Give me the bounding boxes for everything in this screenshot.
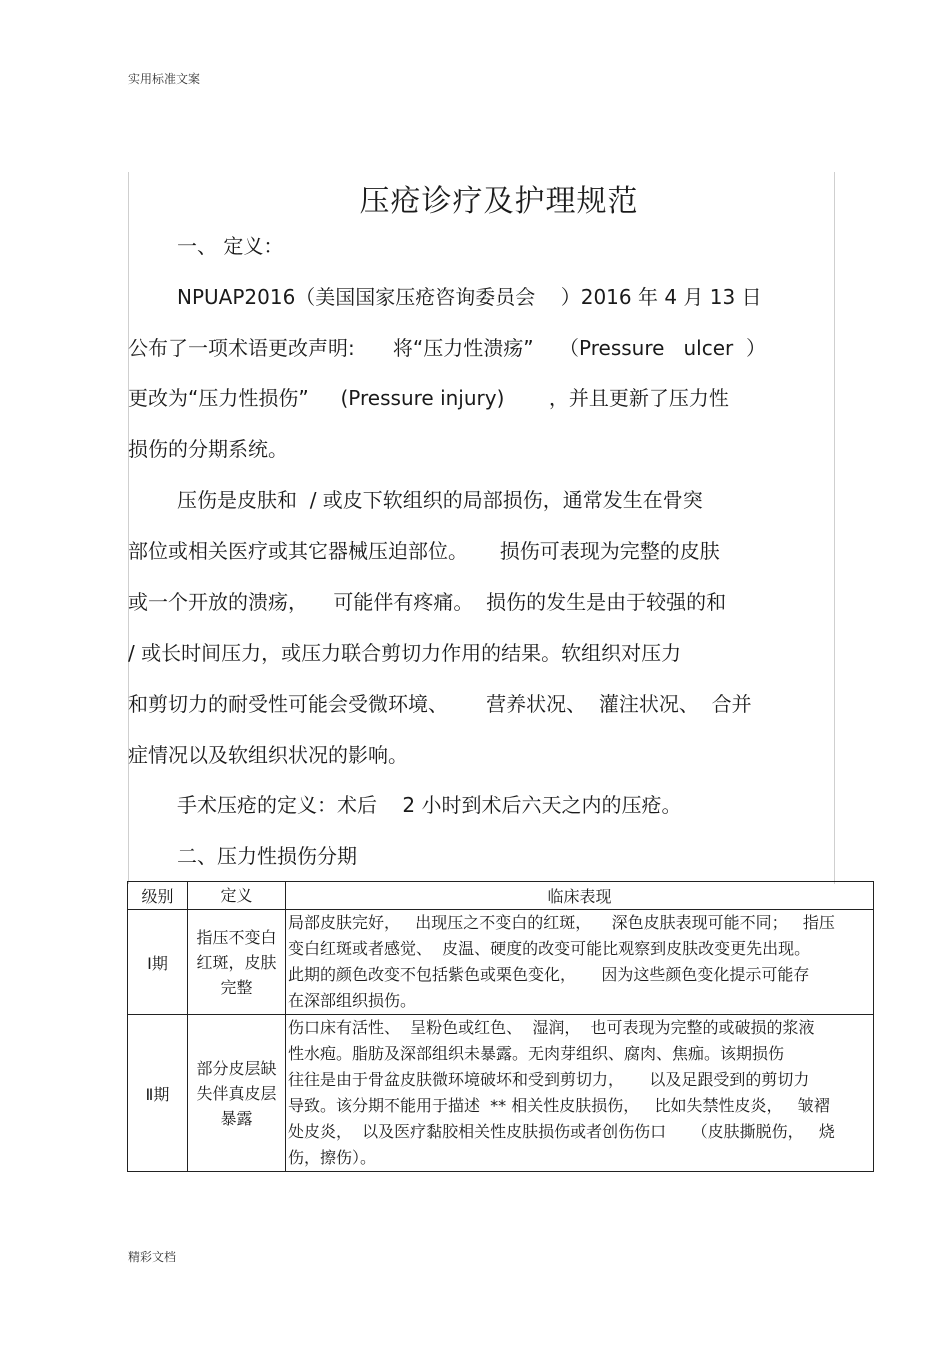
table-row bbox=[128, 910, 874, 1015]
definition-line: 红斑，皮肤 bbox=[196, 952, 277, 972]
definition-line: 完整 bbox=[220, 977, 253, 997]
table-row bbox=[128, 1015, 874, 1172]
staging-table bbox=[127, 881, 874, 1172]
definition-line: 失伴真皮层 bbox=[196, 1083, 277, 1103]
page-border-left bbox=[128, 172, 129, 884]
table-header-clinical: 临床表现 bbox=[286, 882, 874, 910]
description-line: 局部皮肤完好， 出现压之不变白的红斑， 深色皮肤表现可能不同； 指压 bbox=[288, 913, 835, 932]
description-line: 变白红斑或者感觉、 皮温、硬度的改变可能比观察到皮肤改变更先出现。 bbox=[288, 939, 811, 958]
paragraph-line: 和剪切力的耐受性可能会受微环境、 营养状况、 灌注状况、 合并 bbox=[128, 692, 752, 716]
stage-definition bbox=[188, 910, 286, 1015]
definition-line: 暴露 bbox=[220, 1108, 253, 1128]
section-heading-staging: 二、压力性损伤分期 bbox=[177, 844, 357, 868]
paragraph-line: 压伤是皮肤和 / 或皮下软组织的局部损伤，通常发生在骨突 bbox=[177, 488, 703, 512]
paragraph-line: 损伤的分期系统。 bbox=[128, 437, 288, 461]
description-line: 此期的颜色改变不包括紫色或栗色变化， 因为这些颜色变化提示可能存 bbox=[288, 965, 810, 984]
definition-line: 指压不变白 bbox=[196, 927, 277, 947]
paragraph-line: 或一个开放的溃疡， 可能伴有疼痛。 损伤的发生是由于较强的和 bbox=[128, 590, 727, 614]
stage-description bbox=[286, 910, 874, 1015]
paragraph-line: 更改为“压力性损伤” (Pressure injury) ，并且更新了压力性 bbox=[128, 386, 729, 410]
paragraph-line: 手术压疮的定义：术后 2 小时到术后六天之内的压疮。 bbox=[177, 793, 682, 817]
stage-definition bbox=[188, 1015, 286, 1172]
description-line: 伤，擦伤）。 bbox=[288, 1148, 377, 1167]
description-line: 伤口床有活性、 呈粉色或红色、 湿润， 也可表现为完整的或破损的浆液 bbox=[288, 1018, 815, 1037]
table-header-definition: 定义 bbox=[188, 882, 286, 910]
description-line: 导致。该分期不能用于描述 ** 相关性皮肤损伤， 比如失禁性皮炎， 皱褶 bbox=[288, 1096, 830, 1115]
definition-line: 部分皮层缺 bbox=[196, 1058, 277, 1078]
description-line: 在深部组织损伤。 bbox=[288, 991, 417, 1010]
description-line: 处皮炎， 以及医疗黏胶相关性皮肤损伤或者创伤伤口 （皮肤撕脱伤， 烧 bbox=[288, 1122, 835, 1141]
stage-level: Ⅰ期 bbox=[128, 910, 188, 1015]
document-title: 压疮诊疗及护理规范 bbox=[359, 184, 639, 219]
table-header-row bbox=[128, 882, 874, 910]
page-footer-label: 精彩文档 bbox=[128, 1250, 177, 1264]
page-border-right bbox=[834, 172, 835, 884]
page-header-label: 实用标准文案 bbox=[128, 72, 201, 86]
paragraph-line: / 或长时间压力，或压力联合剪切力作用的结果。软组织对压力 bbox=[128, 641, 682, 665]
paragraph-line: 症情况以及软组织状况的影响。 bbox=[128, 743, 408, 767]
section-heading-definition: 一、 定义： bbox=[177, 234, 284, 258]
paragraph-line: 部位或相关医疗或其它器械压迫部位。 损伤可表现为完整的皮肤 bbox=[128, 539, 720, 563]
paragraph-line: 公布了一项术语更改声明: 将“压力性溃疡” （Pressure ulcer ） bbox=[128, 336, 766, 360]
description-line: 往往是由于骨盆皮肤微环境破坏和受到剪切力， 以及足跟受到的剪切力 bbox=[288, 1070, 810, 1089]
paragraph-line: NPUAP2016（美国国家压疮咨询委员会 ）2016 年 4 月 13 日 bbox=[177, 285, 762, 309]
stage-description bbox=[286, 1015, 874, 1172]
description-line: 性水疱。脂肪及深部组织未暴露。无肉芽组织、腐肉、焦痂。该期损伤 bbox=[288, 1044, 785, 1063]
table-header-level: 级别 bbox=[128, 882, 188, 910]
stage-level: Ⅱ期 bbox=[128, 1015, 188, 1172]
